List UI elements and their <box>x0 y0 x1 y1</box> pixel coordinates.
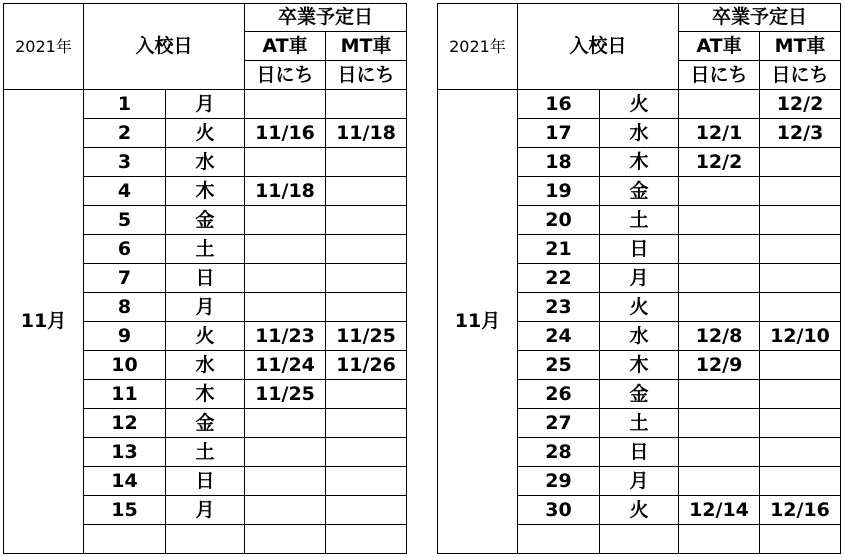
day-cell: 15 <box>84 496 166 525</box>
weekday-cell: 月 <box>166 496 245 525</box>
weekday-cell: 月 <box>600 264 679 293</box>
at-graduation-cell: 11/25 <box>245 380 326 409</box>
day-cell: 28 <box>518 438 600 467</box>
at-graduation-cell: 12/9 <box>679 351 760 380</box>
weekday-cell: 水 <box>166 351 245 380</box>
mt-graduation-cell <box>760 380 841 409</box>
at-graduation-cell <box>245 148 326 177</box>
day-cell: 13 <box>84 438 166 467</box>
at-graduation-cell: 11/16 <box>245 119 326 148</box>
mt-graduation-cell: 11/18 <box>326 119 407 148</box>
mt-graduation-cell <box>760 409 841 438</box>
day-cell: 1 <box>84 90 166 119</box>
weekday-cell: 月 <box>600 467 679 496</box>
at-graduation-cell <box>679 525 760 554</box>
weekday-cell: 土 <box>600 409 679 438</box>
at-graduation-cell <box>679 177 760 206</box>
at-graduation-cell <box>245 467 326 496</box>
weekday-cell: 月 <box>166 90 245 119</box>
mt-graduation-cell <box>760 148 841 177</box>
at-graduation-cell <box>679 90 760 119</box>
mt-graduation-cell <box>326 206 407 235</box>
at-graduation-cell <box>245 525 326 554</box>
weekday-cell: 水 <box>600 119 679 148</box>
day-cell: 27 <box>518 409 600 438</box>
weekday-cell: 火 <box>600 293 679 322</box>
weekday-cell: 土 <box>166 438 245 467</box>
mt-graduation-cell <box>326 467 407 496</box>
at-graduation-cell <box>679 206 760 235</box>
day-cell: 14 <box>84 467 166 496</box>
at-graduation-cell <box>245 409 326 438</box>
weekday-cell: 金 <box>166 206 245 235</box>
day-cell: 18 <box>518 148 600 177</box>
table-body <box>438 4 841 554</box>
mt-graduation-cell <box>326 264 407 293</box>
day-cell: 2 <box>84 119 166 148</box>
mt-graduation-cell: 12/2 <box>760 90 841 119</box>
day-cell: 26 <box>518 380 600 409</box>
day-cell: 29 <box>518 467 600 496</box>
at-graduation-cell <box>679 438 760 467</box>
at-graduation-cell <box>679 380 760 409</box>
at-date-subheader: 日にち <box>245 61 326 90</box>
table-row <box>438 90 841 119</box>
weekday-cell: 木 <box>166 380 245 409</box>
day-cell <box>518 525 600 554</box>
weekday-cell: 火 <box>166 119 245 148</box>
at-graduation-cell <box>245 293 326 322</box>
at-date-subheader: 日にち <box>679 61 760 90</box>
at-graduation-cell: 11/23 <box>245 322 326 351</box>
weekday-cell: 土 <box>166 235 245 264</box>
at-graduation-cell: 12/14 <box>679 496 760 525</box>
mt-graduation-cell <box>326 90 407 119</box>
mt-graduation-cell: 12/3 <box>760 119 841 148</box>
weekday-cell: 月 <box>166 293 245 322</box>
mt-graduation-cell <box>326 409 407 438</box>
mt-graduation-cell <box>326 496 407 525</box>
weekday-cell: 日 <box>600 438 679 467</box>
mt-graduation-cell <box>760 525 841 554</box>
day-cell: 5 <box>84 206 166 235</box>
day-cell: 11 <box>84 380 166 409</box>
at-graduation-cell <box>679 409 760 438</box>
day-cell: 19 <box>518 177 600 206</box>
mt-date-subheader: 日にち <box>760 61 841 90</box>
mt-graduation-cell: 11/25 <box>326 322 407 351</box>
at-graduation-cell: 12/8 <box>679 322 760 351</box>
at-graduation-cell: 11/24 <box>245 351 326 380</box>
mt-graduation-cell <box>760 177 841 206</box>
schedule-table-right <box>437 3 841 554</box>
at-graduation-cell <box>245 438 326 467</box>
weekday-cell: 水 <box>600 322 679 351</box>
mt-graduation-cell <box>326 235 407 264</box>
at-car-header: AT車 <box>245 32 326 61</box>
day-cell: 6 <box>84 235 166 264</box>
weekday-cell: 水 <box>166 148 245 177</box>
month-label: 11月 <box>4 90 84 554</box>
at-graduation-cell <box>679 264 760 293</box>
mt-graduation-cell <box>326 293 407 322</box>
at-graduation-cell <box>245 235 326 264</box>
day-cell <box>84 525 166 554</box>
weekday-cell: 金 <box>600 380 679 409</box>
mt-graduation-cell <box>326 438 407 467</box>
admission-date-header: 入校日 <box>84 4 245 90</box>
table-body <box>4 4 407 554</box>
at-graduation-cell: 11/18 <box>245 177 326 206</box>
mt-graduation-cell: 12/16 <box>760 496 841 525</box>
day-cell: 24 <box>518 322 600 351</box>
mt-graduation-cell <box>760 438 841 467</box>
weekday-cell: 金 <box>600 177 679 206</box>
mt-car-header: MT車 <box>760 32 841 61</box>
graduation-date-header: 卒業予定日 <box>245 4 407 32</box>
graduation-date-header: 卒業予定日 <box>679 4 841 32</box>
mt-graduation-cell <box>326 525 407 554</box>
at-graduation-cell <box>245 264 326 293</box>
day-cell: 16 <box>518 90 600 119</box>
weekday-cell: 木 <box>166 177 245 206</box>
table-row <box>4 90 407 119</box>
day-cell: 12 <box>84 409 166 438</box>
year-label: 2021年 <box>4 4 84 90</box>
weekday-cell: 火 <box>166 322 245 351</box>
at-graduation-cell <box>679 293 760 322</box>
weekday-cell: 日 <box>166 264 245 293</box>
weekday-cell: 火 <box>600 496 679 525</box>
at-graduation-cell: 12/2 <box>679 148 760 177</box>
at-car-header: AT車 <box>679 32 760 61</box>
day-cell: 22 <box>518 264 600 293</box>
at-graduation-cell <box>245 496 326 525</box>
schedule-table-left <box>3 3 407 554</box>
weekday-cell: 土 <box>600 206 679 235</box>
day-cell: 30 <box>518 496 600 525</box>
weekday-cell: 日 <box>166 467 245 496</box>
month-label: 11月 <box>438 90 518 554</box>
mt-graduation-cell <box>760 293 841 322</box>
weekday-cell: 火 <box>600 90 679 119</box>
year-label: 2021年 <box>438 4 518 90</box>
admission-date-header: 入校日 <box>518 4 679 90</box>
day-cell: 25 <box>518 351 600 380</box>
at-graduation-cell <box>679 235 760 264</box>
mt-graduation-cell: 11/26 <box>326 351 407 380</box>
mt-graduation-cell <box>760 264 841 293</box>
day-cell: 9 <box>84 322 166 351</box>
weekday-cell <box>600 525 679 554</box>
at-graduation-cell <box>245 206 326 235</box>
mt-graduation-cell <box>760 206 841 235</box>
weekday-cell: 金 <box>166 409 245 438</box>
mt-graduation-cell <box>760 351 841 380</box>
mt-graduation-cell <box>326 177 407 206</box>
day-cell: 17 <box>518 119 600 148</box>
day-cell: 21 <box>518 235 600 264</box>
day-cell: 7 <box>84 264 166 293</box>
at-graduation-cell <box>245 90 326 119</box>
mt-graduation-cell: 12/10 <box>760 322 841 351</box>
day-cell: 10 <box>84 351 166 380</box>
weekday-cell: 木 <box>600 148 679 177</box>
day-cell: 20 <box>518 206 600 235</box>
mt-graduation-cell <box>326 148 407 177</box>
mt-date-subheader: 日にち <box>326 61 407 90</box>
mt-car-header: MT車 <box>326 32 407 61</box>
day-cell: 23 <box>518 293 600 322</box>
weekday-cell: 木 <box>600 351 679 380</box>
weekday-cell <box>166 525 245 554</box>
mt-graduation-cell <box>326 380 407 409</box>
weekday-cell: 日 <box>600 235 679 264</box>
day-cell: 3 <box>84 148 166 177</box>
at-graduation-cell <box>679 467 760 496</box>
mt-graduation-cell <box>760 467 841 496</box>
day-cell: 8 <box>84 293 166 322</box>
day-cell: 4 <box>84 177 166 206</box>
at-graduation-cell: 12/1 <box>679 119 760 148</box>
mt-graduation-cell <box>760 235 841 264</box>
